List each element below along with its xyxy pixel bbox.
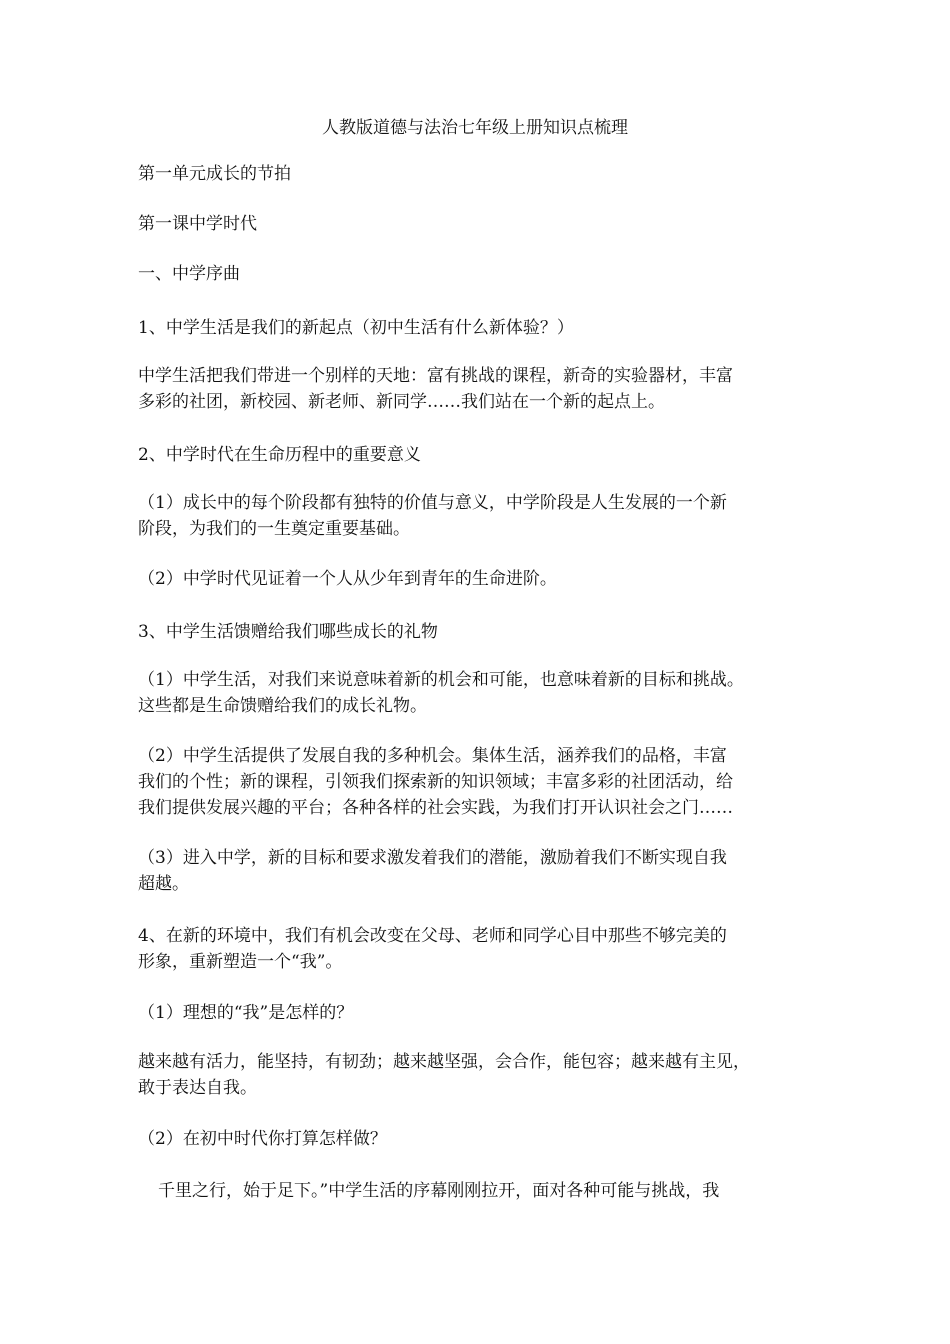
point-heading-4-cont: 形象，重新塑造一个“我”。: [138, 952, 343, 972]
lesson-heading: 第一课中学时代: [138, 214, 257, 234]
question-line: （1）理想的“我”是怎样的？: [138, 1003, 354, 1023]
paragraph-line: （2）中学生活提供了发展自我的多种机会。集体生活，涵养我们的品格，丰富: [138, 746, 727, 766]
point-heading-4: 4、在新的环境中，我们有机会改变在父母、老师和同学心目中那些不够完美的: [138, 926, 727, 946]
paragraph-line: 敢于表达自我。: [138, 1078, 257, 1098]
document-title: 人教版道德与法治七年级上册知识点梳理: [322, 118, 628, 138]
paragraph-line: （3）进入中学，新的目标和要求激发着我们的潜能，激励着我们不断实现自我: [138, 848, 727, 868]
question-line: （2）在初中时代你打算怎样做？: [138, 1129, 387, 1149]
paragraph-line: 阶段，为我们的一生奠定重要基础。: [138, 519, 410, 539]
point-heading-2: 2、中学时代在生命历程中的重要意义: [138, 445, 421, 465]
paragraph-line: （2）中学时代见证着一个人从少年到青年的生命进阶。: [138, 569, 557, 589]
paragraph-line: 这些都是生命馈赠给我们的成长礼物。: [138, 696, 427, 716]
paragraph-line: 越来越有活力，能坚持，有韧劲；越来越坚强，会合作，能包容；越来越有主见，: [138, 1052, 750, 1072]
section-heading: 一、中学序曲: [138, 264, 240, 284]
paragraph-line: 多彩的社团，新校园、新老师、新同学……我们站在一个新的起点上。: [138, 392, 665, 412]
paragraph-line: 中学生活把我们带进一个别样的天地：富有挑战的课程，新奇的实验器材，丰富: [138, 366, 733, 386]
paragraph-line: 超越。: [138, 874, 189, 894]
paragraph-line: 我们提供发展兴趣的平台；各种各样的社会实践，为我们打开认识社会之门……: [138, 798, 733, 818]
paragraph-line: （1）成长中的每个阶段都有独特的价值与意义，中学阶段是人生发展的一个新: [138, 493, 727, 513]
unit-heading: 第一单元成长的节拍: [138, 164, 291, 184]
paragraph-line: 千里之行，始于足下。”中学生活的序幕刚刚拉开，面对各种可能与挑战，我: [158, 1181, 720, 1201]
point-heading-1: 1、中学生活是我们的新起点（初中生活有什么新体验？）: [138, 318, 574, 338]
point-heading-3: 3、中学生活馈赠给我们哪些成长的礼物: [138, 622, 438, 642]
paragraph-line: （1）中学生活，对我们来说意味着新的机会和可能，也意味着新的目标和挑战。: [138, 670, 744, 690]
paragraph-line: 我们的个性；新的课程，引领我们探索新的知识领域；丰富多彩的社团活动，给: [138, 772, 733, 792]
